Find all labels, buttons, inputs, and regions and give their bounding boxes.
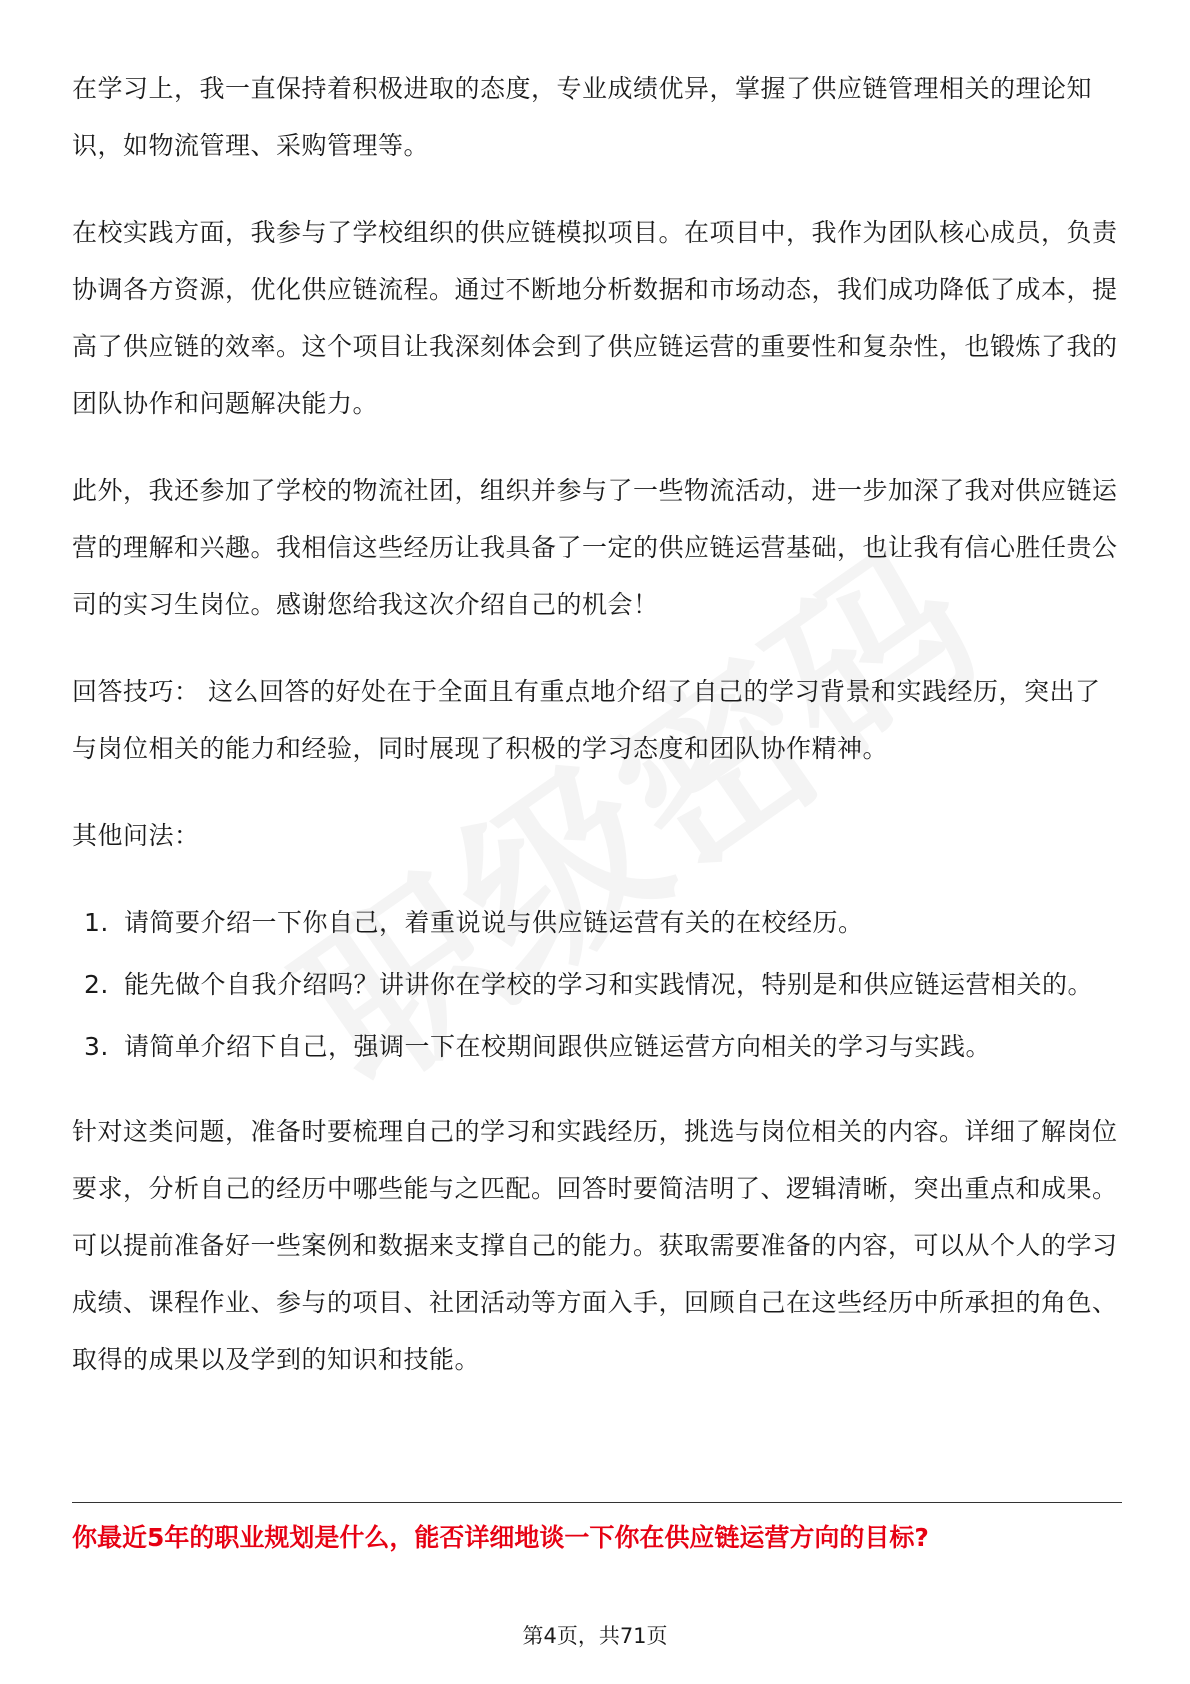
next-question-heading: 你最近5年的职业规划是什么，能否详细地谈一下你在供应链运营方向的目标? (72, 1523, 929, 1552)
paragraph-club: 此外，我还参加了学校的物流社团，组织并参与了一些物流活动，进一步加深了我对供应链运营的理解和兴趣。我相信这些经历让我具备了一定的供应链运营基础，也让我有信心胜任贵公司的实习生岗位。感谢您给我这次介绍自己的机会！ (72, 476, 1118, 619)
list-item (72, 956, 1122, 1013)
document-body (72, 60, 1122, 1418)
list-item-number: 1. (84, 908, 109, 937)
list-item-number: 3. (84, 1032, 109, 1061)
other-questions-heading: 其他问法： (72, 821, 200, 850)
other-questions-list (72, 894, 1122, 1075)
list-item-text: 请简要介绍一下你自己，着重说说与供应链运营有关的在校经历。 (124, 908, 864, 937)
list-item-text: 能先做个自我介绍吗？讲讲你在学校的学习和实践情况，特别是和供应链运营相关的。 (124, 970, 1094, 999)
page-number: 第4页，共71页 (522, 1624, 668, 1648)
paragraph-practice: 在校实践方面，我参与了学校组织的供应链模拟项目。在项目中，我作为团队核心成员，负责协调各方资源，优化供应链流程。通过不断地分析数据和市场动态，我们成功降低了成本，提高了供应链的效率。这个项目让我深刻体会到了供应链运营的重要性和复杂性，也锻炼了我的团队协作和问题解决能力。 (72, 218, 1118, 418)
paragraph-answer-tips: 回答技巧： 这么回答的好处在于全面且有重点地介绍了自己的学习背景和实践经历，突出了与岗位相关的能力和经验，同时展现了积极的学习态度和团队协作精神。 (72, 677, 1101, 763)
paragraph-preparation-guidance: 针对这类问题，准备时要梳理自己的学习和实践经历，挑选与岗位相关的内容。详细了解岗位要求，分析自己的经历中哪些能与之匹配。回答时要简洁明了、逻辑清晰，突出重点和成果。可以提前准备好一些案例和数据来支撑自己的能力。获取需要准备的内容，可以从个人的学习成绩、课程作业、参与的项目、社团活动等方面入手，回顾自己在这些经历中所承担的角色、取得的成果以及学到的知识和技能。 (72, 1117, 1118, 1374)
list-item (72, 1018, 1122, 1075)
paragraph-study: 在学习上，我一直保持着积极进取的态度，专业成绩优异，掌握了供应链管理相关的理论知识，如物流管理、采购管理等。 (72, 74, 1093, 160)
list-item-text: 请简单介绍下自己，强调一下在校期间跟供应链运营方向相关的学习与实践。 (124, 1032, 992, 1061)
list-item-number: 2. (84, 970, 109, 999)
section-divider (72, 1502, 1122, 1503)
list-item (72, 894, 1122, 951)
